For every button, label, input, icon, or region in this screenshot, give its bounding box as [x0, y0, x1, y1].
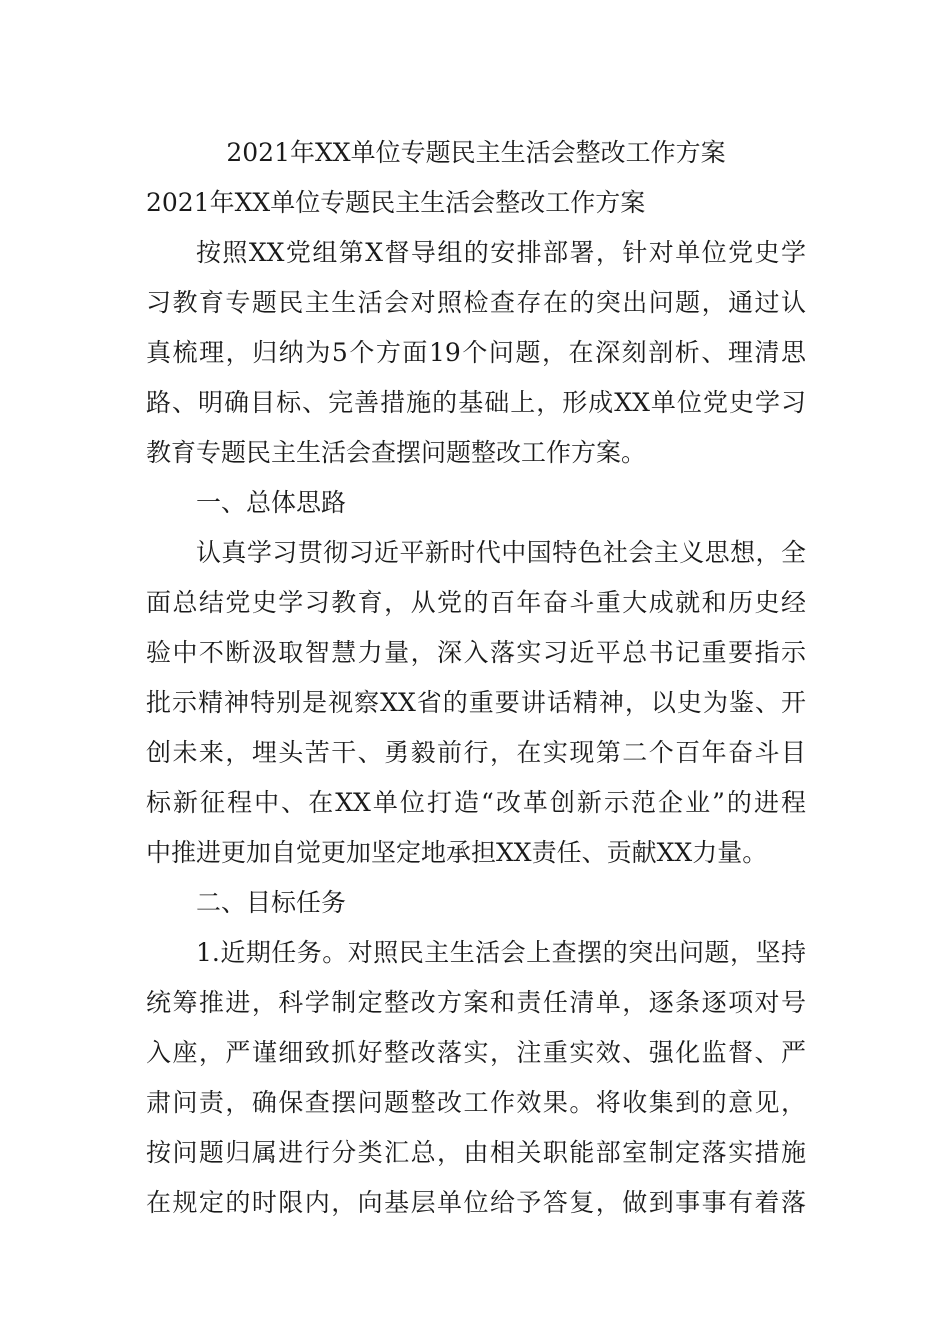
paragraph-line: 路、明确目标、完善措施的基础上，形成XX单位党史学习 — [146, 388, 806, 417]
section1-paragraph — [146, 528, 806, 878]
section-heading-overall: 一、总体思路 — [196, 488, 347, 517]
paragraph-line: 创未来，埋头苦干、勇毅前行，在实现第二个百年奋斗目 — [146, 738, 806, 767]
paragraph-line: 中推进更加自觉更加坚定地承担XX责任、贡献XX力量。 — [146, 838, 768, 867]
document-subtitle: 2021年XX单位专题民主生活会整改工作方案 — [146, 188, 646, 217]
document-body — [146, 128, 806, 1228]
intro-paragraph — [146, 228, 806, 478]
paragraph-line: 1.近期任务。对照民主生活会上查摆的突出问题，坚持 — [196, 938, 806, 967]
section2-paragraph — [146, 928, 806, 1228]
paragraph-line: 认真学习贯彻习近平新时代中国特色社会主义思想，全 — [196, 538, 806, 567]
document-title: 2021年XX单位专题民主生活会整改工作方案 — [226, 138, 726, 167]
paragraph-line: 肃问责，确保查摆问题整改工作效果。将收集到的意见， — [146, 1088, 806, 1117]
paragraph-line: 真梳理，归纳为5个方面19个问题，在深刻剖析、理清思 — [146, 338, 806, 367]
paragraph-line: 习教育专题民主生活会对照检查存在的突出问题，通过认 — [146, 288, 806, 317]
paragraph-line: 教育专题民主生活会查摆问题整改工作方案。 — [146, 438, 647, 467]
paragraph-line: 按问题归属进行分类汇总，由相关职能部室制定落实措施 — [146, 1138, 806, 1167]
paragraph-line: 按照XX党组第X督导组的安排部署，针对单位党史学 — [196, 238, 806, 267]
section-heading-goals: 二、目标任务 — [196, 888, 347, 917]
paragraph-line: 标新征程中、在XX单位打造“改革创新示范企业”的进程 — [146, 788, 806, 817]
paragraph-line: 在规定的时限内，向基层单位给予答复，做到事事有着落 — [146, 1188, 806, 1217]
paragraph-line: 面总结党史学习教育，从党的百年奋斗重大成就和历史经 — [146, 588, 806, 617]
paragraph-line: 批示精神特别是视察XX省的重要讲话精神，以史为鉴、开 — [146, 688, 806, 717]
paragraph-line: 入座，严谨细致抓好整改落实，注重实效、强化监督、严 — [146, 1038, 806, 1067]
paragraph-line: 验中不断汲取智慧力量，深入落实习近平总书记重要指示 — [146, 638, 806, 667]
paragraph-line: 统筹推进，科学制定整改方案和责任清单，逐条逐项对号 — [146, 988, 806, 1017]
